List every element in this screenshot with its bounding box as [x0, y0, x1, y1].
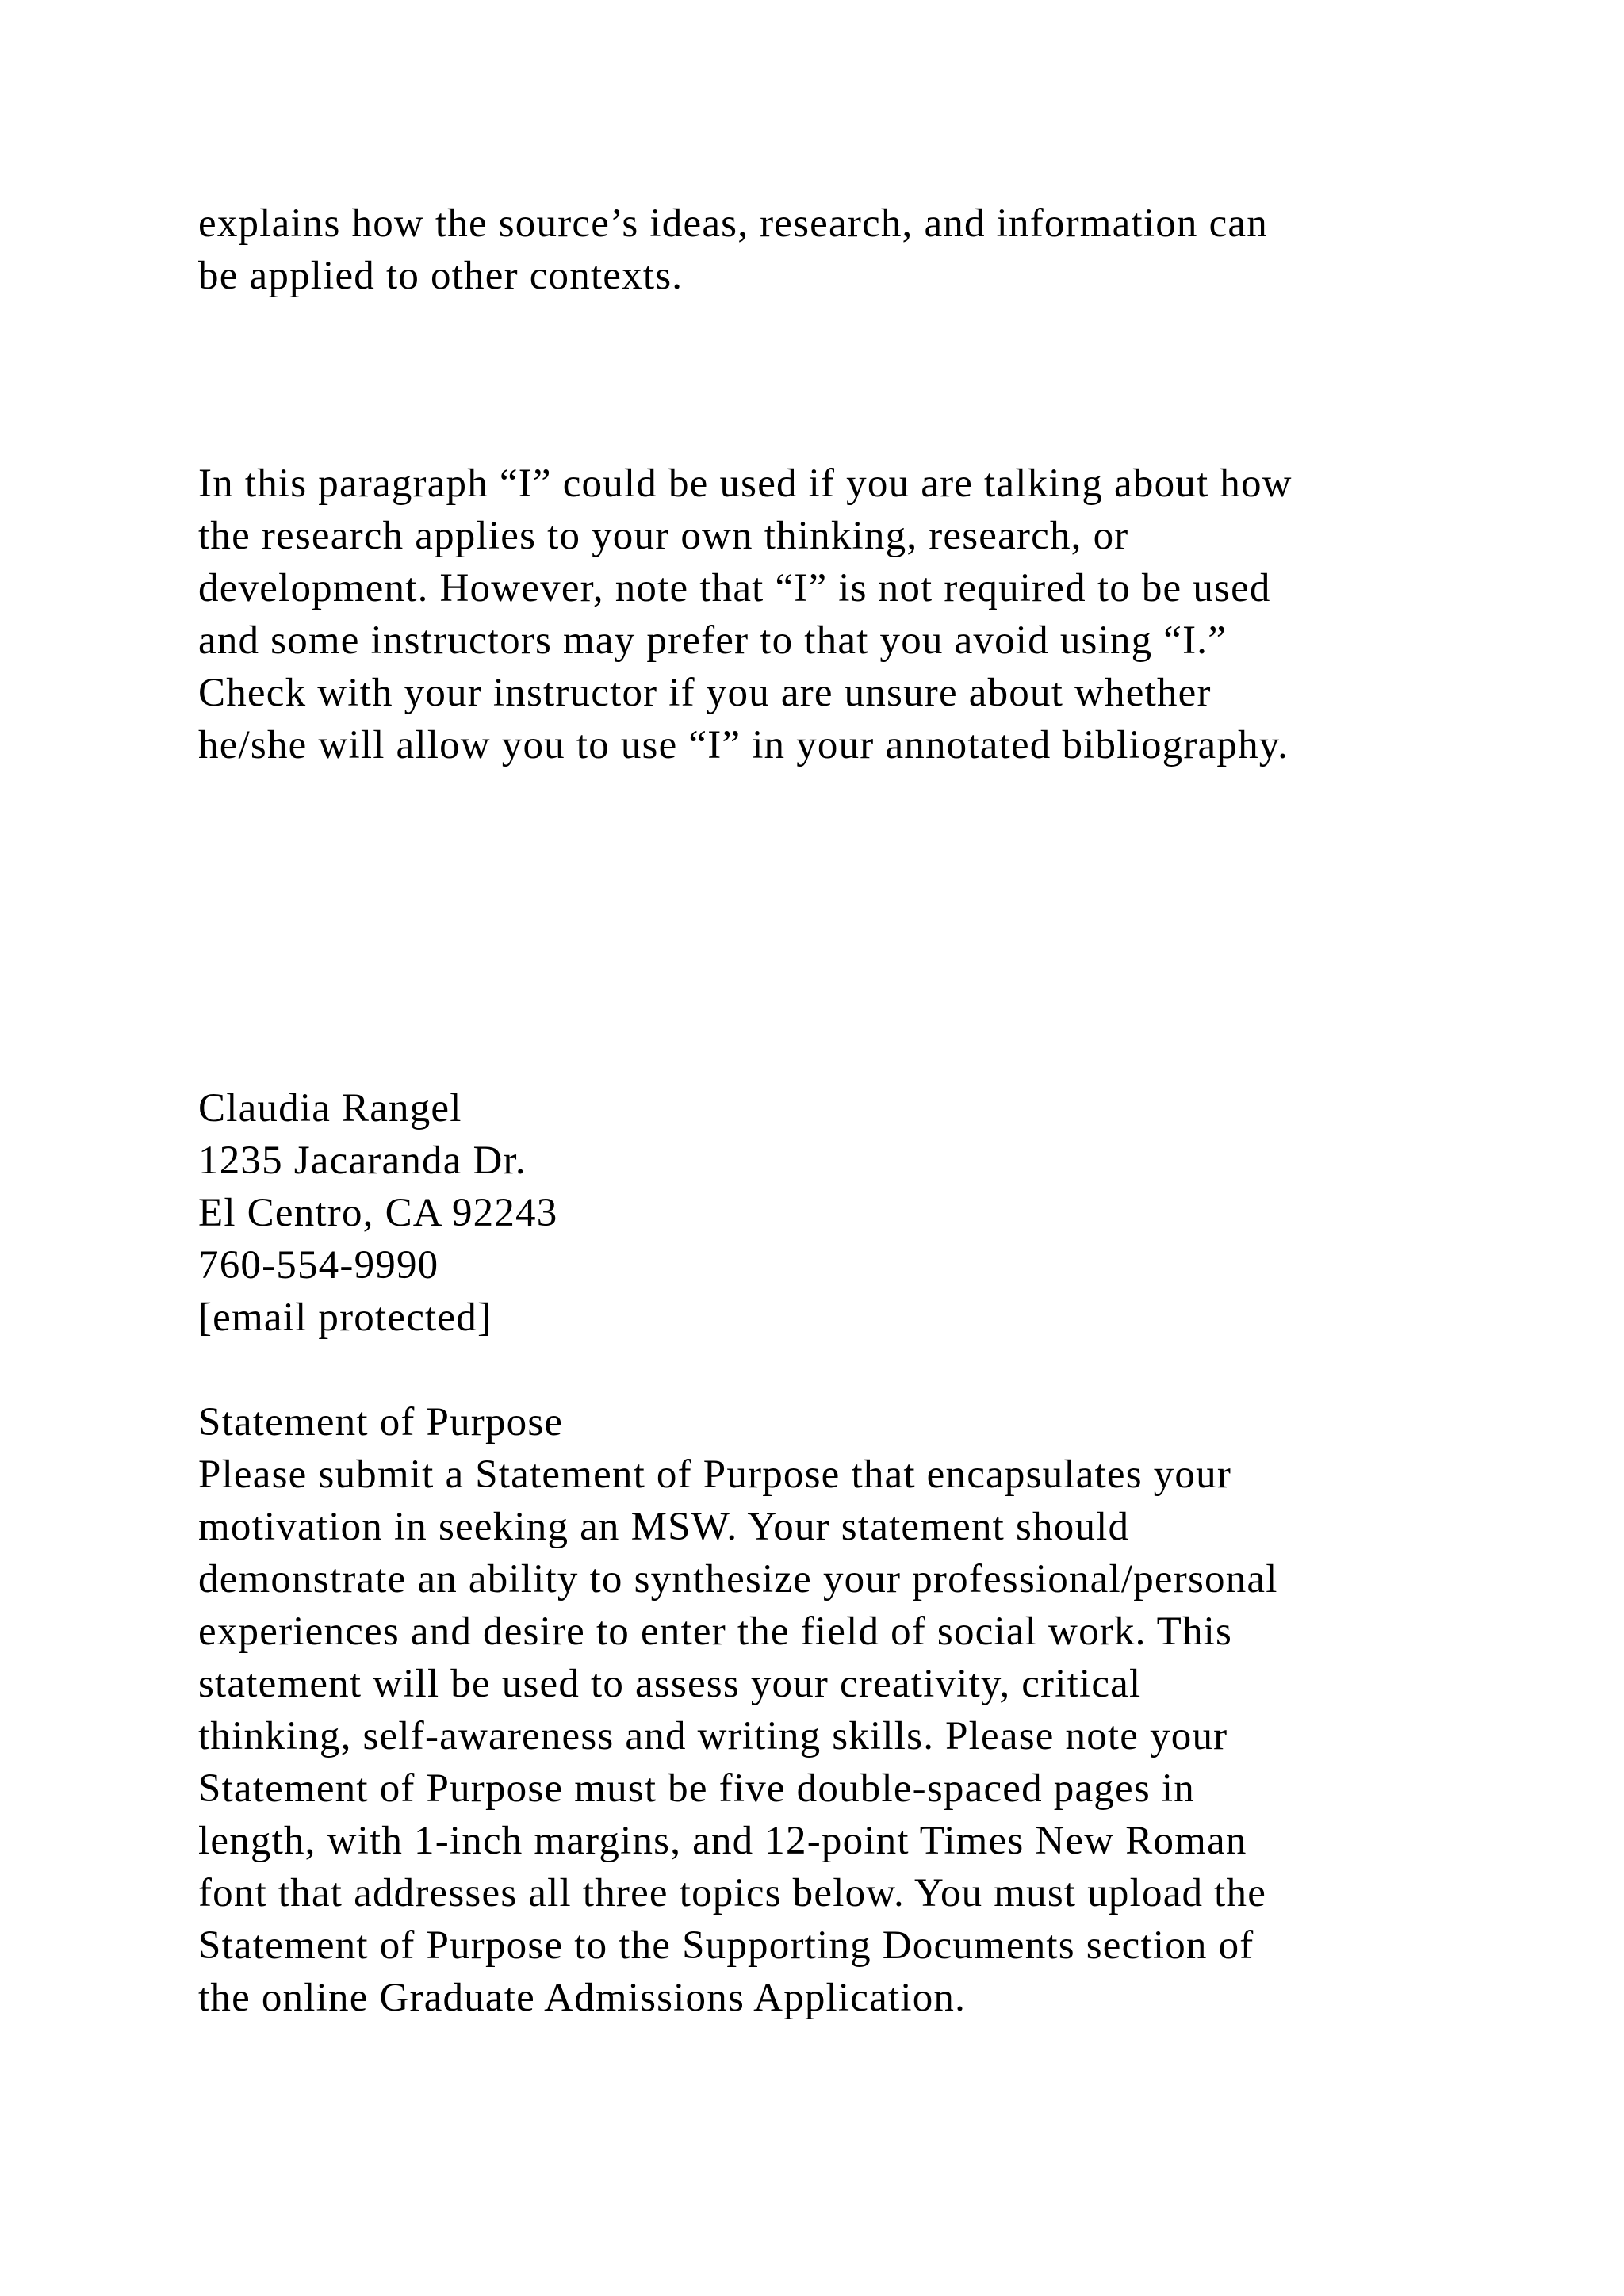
text-line: demonstrate an ability to synthesize your professional/personal [198, 1557, 1278, 1601]
continuation-paragraph [198, 197, 1530, 302]
text-line: experiences and desire to enter the field of social work. This [198, 1609, 1233, 1654]
text-line: motivation in seeking an MSW. Your statement should [198, 1505, 1130, 1549]
text-line: Check with your instructor if you are unsure about whether [198, 671, 1212, 715]
text-line: and some instructors may prefer to that you avoid using “I.” [198, 618, 1228, 663]
text-line: font that addresses all three topics below. You must upload the [198, 1871, 1267, 1915]
text-line: Statement of Purpose to the Supporting Documents section of [198, 1923, 1254, 1968]
contact-phone: 760-554-9990 [198, 1243, 439, 1288]
text-line: thinking, self-awareness and writing skills. Please note your [198, 1714, 1228, 1758]
text-line: statement will be used to assess your creativity, critical [198, 1662, 1142, 1706]
contact-email: [email protected] [198, 1295, 492, 1340]
text-line: he/she will allow you to use “I” in your annotated bibliography. [198, 723, 1289, 767]
text-line: length, with 1-inch margins, and 12-point Times New Roman [198, 1819, 1247, 1863]
text-line: be applied to other contexts. [198, 254, 684, 298]
text-line: In this paragraph “I” could be used if you are talking about how [198, 461, 1293, 506]
statement-heading: Statement of Purpose [198, 1400, 564, 1445]
first-person-paragraph [198, 457, 1530, 771]
text-line: Statement of Purpose must be five double-spaced pages in [198, 1766, 1195, 1811]
text-line: the research applies to your own thinking, research, or [198, 514, 1129, 558]
text-line: the online Graduate Admissions Application. [198, 1976, 967, 2020]
text-line: Please submit a Statement of Purpose that encapsulates your [198, 1452, 1232, 1497]
contact-name: Claudia Rangel [198, 1086, 462, 1131]
contact-block [198, 1082, 1530, 1344]
text-line: development. However, note that “I” is not required to be used [198, 566, 1271, 610]
contact-street: 1235 Jacaranda Dr. [198, 1138, 527, 1183]
text-line: explains how the source’s ideas, research, and information can [198, 201, 1268, 246]
statement-section [198, 1396, 1530, 2024]
contact-city: El Centro, CA 92243 [198, 1191, 558, 1235]
